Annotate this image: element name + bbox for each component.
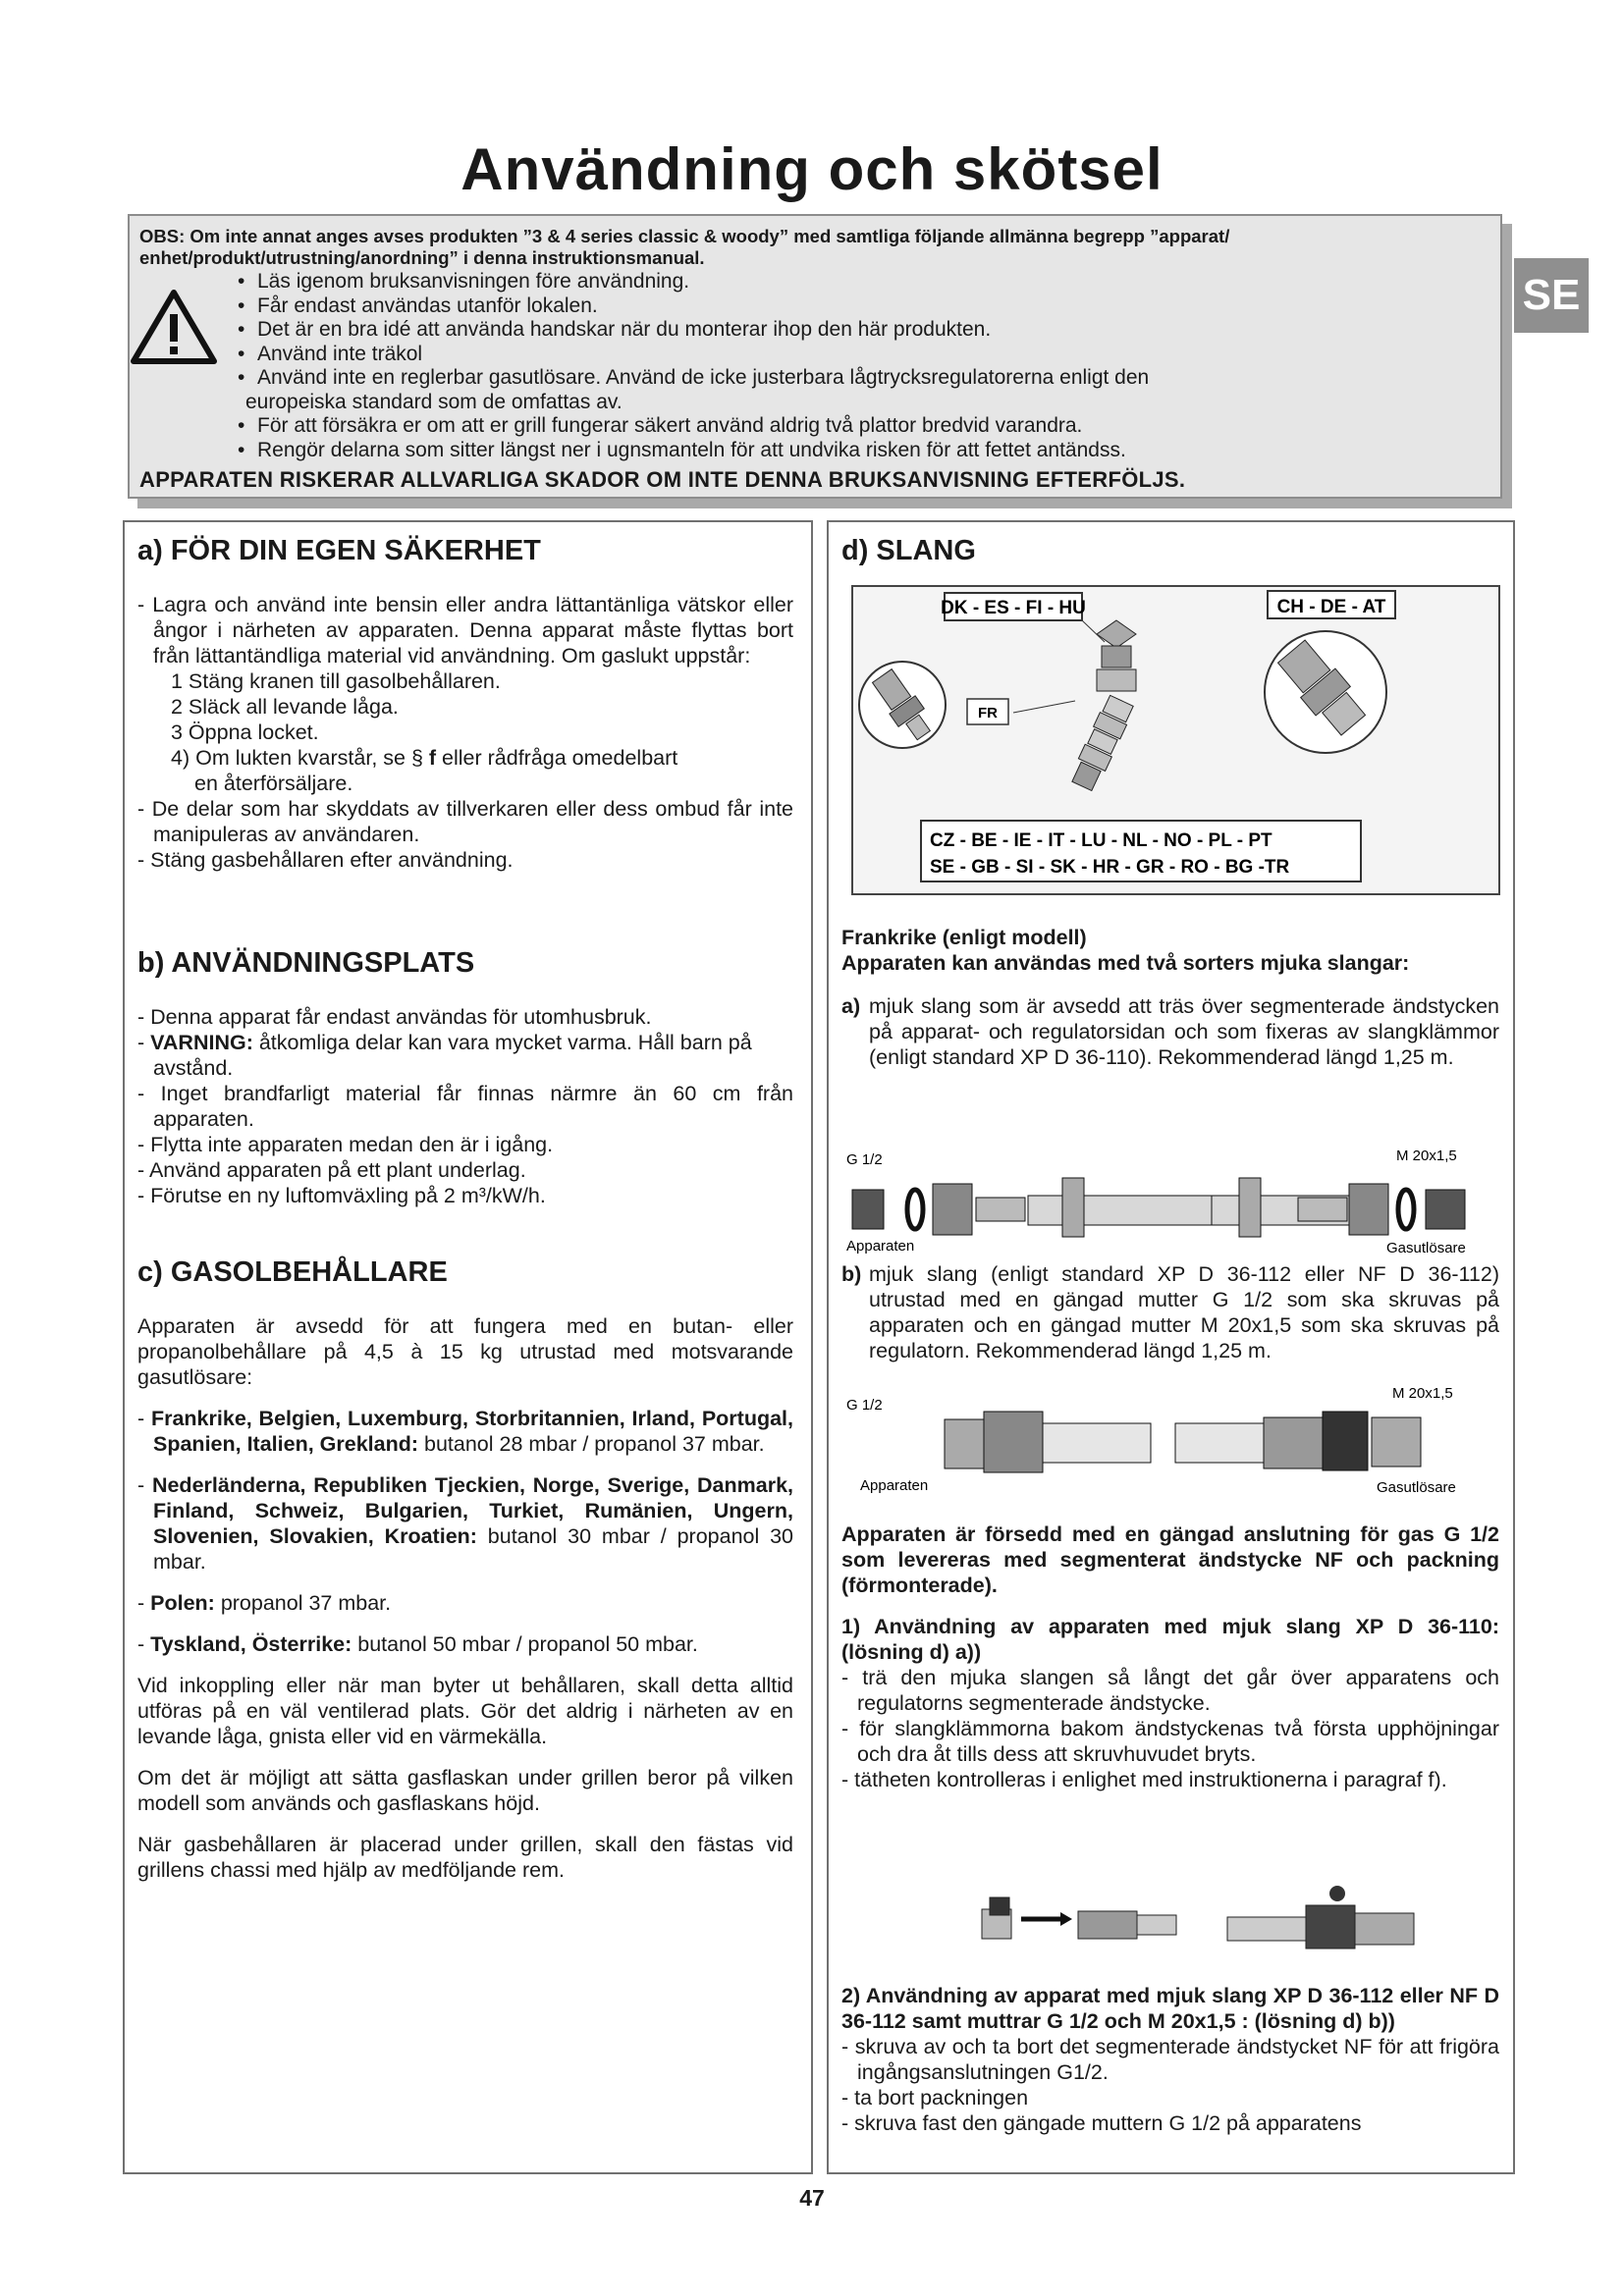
solution-2-step: ta bort packningen — [854, 2086, 1029, 2109]
warning-item: • Rengör delarna som sitter längst ner i ugnsmanteln för att undvika risken för att fettet antändss. — [228, 439, 1494, 463]
section-a-p1: Lagra och använd inte bensin eller andra lättantänliga vätskor eller ångor i närheten av apparaten. Denna apparat måste flyttas bort från lättantändliga material vid användning. Om gaslukt uppstår: — [152, 593, 793, 667]
warning-item: • För att försäkra er om att er grill fungerar säkert använd aldrig två plattor bredvid varandra. — [228, 414, 1494, 439]
section-d-heading: d) SLANG — [841, 535, 976, 566]
section-c-p3: Om det är möjligt att sätta gasflaskan under grillen beror på vilken modell som används och gasflaskans höjd. — [137, 1766, 793, 1815]
solution-1-step: för slangklämmorna bakom ändstyckenas två första upphöjningar och dra åt tills dess att skruvhuvudet bryts. — [857, 1717, 1499, 1766]
fig-b-thread-g: G 1/2 — [846, 1397, 883, 1414]
section-c-p1: Apparaten är avsedd för att fungera med en butan- eller propanolbehållare på 4,5 à 15 kg utrustad med motsvarande gasutlösare: — [137, 1314, 793, 1389]
section-a-p2: De delar som har skyddats av tillverkaren eller dess ombud får inte manipuleras av användaren. — [151, 797, 793, 846]
warning-intro: OBS: Om inte annat anges avses produkten ”3 & 4 series classic & woody” med samtliga följande allmänna begrepp ”apparat/ enhet/produkt/utrustning/anordning” i denna instruktionsmanual. — [139, 226, 1230, 268]
page-title: Användning och skötsel — [460, 136, 1164, 202]
section-c-countries: Polen: — [150, 1591, 215, 1615]
section-c-countries: Tyskland, Österrike: — [150, 1632, 352, 1656]
section-b-item: Denna apparat får endast användas för utomhusbruk. — [150, 1005, 652, 1029]
connection-note: Apparaten är försedd med en gängad anslutning för gas G 1/2 som levereras med segmenterat ändstycke NF och packning (förmonterade). — [841, 1522, 1499, 1597]
solution-2-title: 2) Användning av apparat med mjuk slang XP D 36-112 eller NF D 36-112 samt muttrar G 1/2 och M 20x1,5 : (lösning d) b)) — [841, 1984, 1499, 2033]
section-c-pressure: propanol 37 mbar. — [214, 1591, 392, 1615]
solution-1-step: tätheten kontrolleras i enlighet med instruktionerna i paragraf f). — [854, 1768, 1447, 1791]
hose-clamp-illustration — [972, 1880, 1463, 1953]
warning-item: europeiska standard som de omfattas av. — [245, 390, 623, 413]
language-tab: SE — [1514, 258, 1589, 333]
section-c-countries: Nederländerna, Republiken Tjeckien, Norge, Sverige, Danmark, Finland, Schweiz, Bulgarien, Turkiet, Rumänien, Ungern, Slovenien, Slovakien, Kroatien: — [151, 1473, 794, 1548]
fig-a-thread-m: M 20x1,5 — [1396, 1148, 1457, 1164]
fig-a-appliance-label: Apparaten — [846, 1238, 915, 1255]
warning-final: APPARATEN RISKERAR ALLVARLIGA SKADOR OM INTE DENNA BRUKSANVISNING EFTERFÖLJS. — [139, 467, 1186, 492]
section-c-p4: När gasbehållaren är placerad under grillen, skall den fästas vid grillens chassi med hjälp av medföljande rem. — [137, 1833, 793, 1882]
solution-1-title: 1) Användning av apparaten med mjuk slang XP D 36-110: (lösning d) a)) — [841, 1615, 1499, 1664]
warning-item: • Använd inte en reglerbar gasutlösare. Använd de icke justerbara lågtrycksregulatorerna enligt den — [228, 366, 1494, 391]
section-b-body: - Denna apparat får endast användas för utomhusbruk. - VARNING: åtkomliga delar kan vara mycket varma. Håll barn på avstånd. - Inget brandfarligt material får finnas närmre än 60 cm från apparaten. - Flytta inte apparaten medan den är i igång. - Använd apparaten på ett plant underlag. - Förutse en ny luftomväxling på 2 m³/kW/h. — [137, 1005, 793, 1207]
france-subtitle: Apparaten kan användas med två sorters mjuka slangar: — [841, 951, 1410, 975]
france-title: Frankrike (enligt modell) — [841, 926, 1087, 949]
hose-option-a — [841, 993, 1499, 1070]
section-a-step: 1 Stäng kranen till gasolbehållaren. — [171, 669, 501, 693]
section-a-step4-cont: en återförsäljare. — [194, 772, 353, 795]
warning-list — [228, 270, 1494, 462]
fig-b-thread-m: M 20x1,5 — [1392, 1385, 1453, 1402]
warning-item: • Det är en bra idé att använda handskar när du monterar ihop den här produkten. — [228, 318, 1494, 343]
section-b-item: Använd apparaten på ett plant underlag. — [148, 1158, 526, 1182]
option-b-text: mjuk slang (enligt standard XP D 36-112 eller NF D 36-112) utrustad med en gängad mutter G 1/2 som ska skruvas på apparaten och en gängad mutter M 20x1,5 som ska skruvas på regulatorn. Rekommenderad längd 1,25 m. — [869, 1262, 1499, 1362]
fig-a-regulator-label: Gasutlösare — [1386, 1240, 1466, 1256]
option-a-label: a) — [841, 994, 861, 1018]
diagram-label-fr: FR — [978, 705, 998, 721]
section-a-step: 2 Släck all levande låga. — [171, 695, 399, 719]
hose-option-b — [841, 1261, 1499, 1363]
fig-b-regulator-label: Gasutlösare — [1377, 1479, 1456, 1496]
section-d-body-top — [841, 925, 1499, 1070]
warning-triangle-icon — [130, 287, 218, 365]
section-b-heading: b) ANVÄNDNINGSPLATS — [137, 947, 475, 979]
warning-item: • Får endast användas utanför lokalen. — [228, 294, 1494, 319]
diagram-label-ch: CH - DE - AT — [1276, 597, 1386, 617]
page-number: 47 — [799, 2185, 825, 2211]
hose-figure-b — [846, 1384, 1494, 1502]
section-c-body: Apparaten är avsedd för att fungera med en butan- eller propanolbehållare på 4,5 à 15 kg utrustad med motsvarande gasutlösare: - Frankrike, Belgien, Luxemburg, Storbritannien, Irland, Portugal, Spanien, Italien, Grekland: butanol 28 mbar / propanol 37 mbar. - Nederländerna, Republiken Tjeckien, Norge, Sverige, Danmark, Finland, Schweiz, Bulgarien, Turkiet, Rumänien, Ungern, Slovenien, Slovakien, Kroatien: butanol 30 mbar / propanol 30 mbar. - Polen: propanol 37 mbar. - Tyskland, Österrike: butanol 50 mbar / propanol 50 mbar. Vid inkoppling eller när man byter ut behållaren, skall detta alltid utföras på en väl ventilerad plats. Gör det aldrig i närheten av en levande låga, gnista eller vid en värmekälla. Om det är möjligt att sätta gasflaskan under grillen beror på vilken modell som används och gasflaskans höjd. När gasbehållaren är placerad under grillen, skall den fästas vid grillens chassi med hjälp av medföljande rem. — [137, 1314, 794, 1882]
section-a-step: 3 Öppna locket. — [171, 721, 319, 744]
section-a-body: - Lagra och använd inte bensin eller andra lättantänliga vätskor eller ångor i närheten av apparaten. Denna apparat måste flyttas bort från lättantändliga material vid användning. Om gaslukt uppstår: 1 Stäng kranen till gasolbehållaren. 2 Släck all levande låga. 3 Öppna locket. 4) Om lukten kvarstår, se § f eller rådfråga omedelbart en återförsäljare. - De delar som har skyddats av tillverkaren eller dess ombud får inte manipuleras av användaren. - Stäng gasbehållaren efter användning. — [137, 593, 793, 872]
section-b-item: Flytta inte apparaten medan den är i igång. — [150, 1133, 554, 1156]
regulator-diagram — [851, 585, 1500, 895]
warning-item: • Läs igenom bruksanvisningen före användning. — [228, 270, 1494, 294]
section-c-countries: Frankrike, Belgien, Luxemburg, Storbritannien, Irland, Portugal, Spanien, Italien, Grekland: — [150, 1407, 793, 1456]
warning-item: • Använd inte träkol — [228, 343, 1494, 367]
fig-a-thread-g: G 1/2 — [846, 1151, 883, 1168]
section-c-pressure: butanol 28 mbar / propanol 37 mbar. — [418, 1432, 765, 1456]
section-d-solution-2: 2) Användning av apparat med mjuk slang XP D 36-112 eller NF D 36-112 samt muttrar G 1/2 och M 20x1,5 : (lösning d) b)) - skruva av och ta bort det segmenterade ändstycket NF för att frigöra ingångsanslutningen G1/2. - ta bort packningen - skruva fast den gängade muttern G 1/2 på apparatens — [841, 1984, 1499, 2135]
solution-2-step: skruva fast den gängade muttern G 1/2 på apparatens — [854, 2111, 1362, 2135]
section-c-p2: Vid inkoppling eller när man byter ut behållaren, skall detta alltid utföras på en väl ventilerad plats. Gör det aldrig i närheten av en levande låga, gnista eller vid en värmekälla. — [137, 1674, 793, 1748]
option-b-label: b) — [841, 1262, 862, 1286]
section-b-item: åtkomliga delar kan vara mycket varma. Håll barn på avstånd. — [153, 1031, 752, 1080]
section-a-step4: 4) Om lukten kvarstår, se § f eller rådfråga omedelbart — [171, 746, 678, 770]
section-a-heading: a) FÖR DIN EGEN SÄKERHET — [137, 535, 541, 566]
fig-b-appliance-label: Apparaten — [860, 1477, 929, 1494]
warning-box — [128, 214, 1502, 499]
section-a-p3: Stäng gasbehållaren efter användning. — [150, 848, 514, 872]
section-b-warning-label: VARNING: — [150, 1031, 253, 1054]
section-c-pressure: butanol 30 mbar / propanol 30 mbar. — [153, 1524, 794, 1574]
section-b-item: Förutse en ny luftomväxling på 2 m³/kW/h. — [150, 1184, 546, 1207]
hose-figure-a — [846, 1139, 1494, 1256]
section-c-heading: c) GASOLBEHÅLLARE — [137, 1256, 448, 1288]
diagram-label-dk: DK - ES - FI - HU — [941, 598, 1086, 618]
section-d-body-bottom: Apparaten är försedd med en gängad anslutning för gas G 1/2 som levereras med segmenterat ändstycke NF och packning (förmonterade). 1) Användning av apparaten med mjuk slang XP D 36-110: (lösning d) a)) - trä den mjuka slangen så långt det går över apparatens och regulatorns segmenterade ändstycke. - för slangklämmorna bakom ändstyckenas två första upphöjningar och dra åt tills dess att skruvhuvudet bryts. - tätheten kontrolleras i enlighet med instruktionerna i paragraf f). — [841, 1522, 1499, 1791]
section-c-pressure: butanol 50 mbar / propanol 50 mbar. — [352, 1632, 698, 1656]
option-a-text: mjuk slang som är avsedd att träs över segmenterade ändstycken på apparat- och regulatorsidan och som fixeras av slangklämmor (enligt standard XP D 36-110). Rekommenderad längd 1,25 m. — [869, 994, 1499, 1069]
diagram-label-cz: CZ - BE - IE - IT - LU - NL - NO - PL - PT — [930, 830, 1272, 851]
solution-2-step: skruva av och ta bort det segmenterade ändstycket NF för att frigöra ingångsanslutningen G1/2. — [854, 2035, 1499, 2084]
diagram-label-se: SE - GB - SI - SK - HR - GR - RO - BG -TR — [930, 857, 1290, 878]
section-b-item: Inget brandfarligt material får finnas närmre än 60 cm från apparaten. — [153, 1082, 793, 1131]
solution-1-step: trä den mjuka slangen så långt det går över apparatens och regulatorns segmenterade ändstycke. — [857, 1666, 1499, 1715]
